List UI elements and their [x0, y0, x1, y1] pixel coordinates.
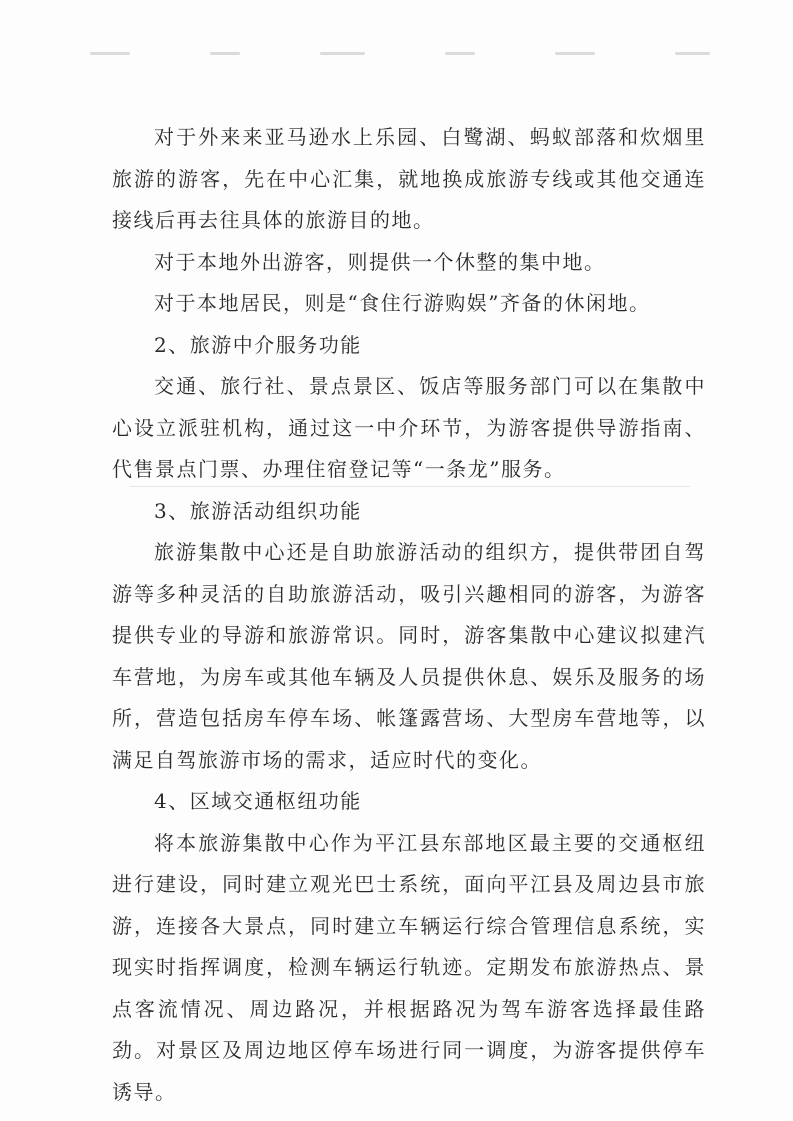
paragraph-transport-hub: 将本旅游集散中心作为平江县东部地区最主要的交通枢纽进行建设，同时建立观光巴士系统，面向平江县及周边县市旅游，连接各大景点，同时建立车辆运行综合管理信息系统，实现实时指挥调度，检测车辆运行轨迹。定期发布旅游热点、景点客流情况、周边路况，并根据路况为驾车游客选择最佳路劲。对景区及周边地区停车场进行同一调度，为游客提供停车诱导。 — [112, 830, 706, 1104]
scan-artifacts — [90, 52, 710, 56]
paragraph-intermediary-service: 交通、旅行社、景点景区、饭店等服务部门可以在集散中心设立派驻机构，通过这一中介环节，为游客提供导游指南、代售景点门票、办理住宿登记等“一条龙”服务。 — [112, 374, 706, 481]
document-body — [112, 117, 706, 1113]
paragraph-local-residents: 对于本地居民，则是“食住行游购娱”齐备的休闲地。 — [154, 291, 651, 315]
heading-transport-hub: 4、区域交通枢纽功能 — [154, 789, 362, 813]
paragraph-local-outbound: 对于本地外出游客，则提供一个休整的集中地。 — [154, 249, 606, 274]
paragraph-visitor-transfer: 对于外来来亚马逊水上乐园、白鹭湖、蚂蚁部落和炊烟里旅游的游客，先在中心汇集，就地换成旅游专线或其他交通连接线后再去往具体的旅游目的地。 — [112, 125, 706, 232]
heading-activity-organization: 3、旅游活动组织功能 — [154, 498, 362, 523]
paragraph-activity-organization: 旅游集散中心还是自助旅游活动的组织方，提供带团自驾游等多种灵活的自助旅游活动，吸引兴趣相同的游客，为游客提供专业的导游和旅游常识。同时，游客集散中心建议拟建汽车营地，为房车或其他车辆及人员提供休息、娱乐及服务的场所，营造包括房车停车场、帐篷露营场、大型房车营地等，以满足自驾旅游市场的需求，适应时代的变化。 — [112, 540, 706, 772]
heading-intermediary-service: 2、旅游中介服务功能 — [154, 332, 362, 357]
